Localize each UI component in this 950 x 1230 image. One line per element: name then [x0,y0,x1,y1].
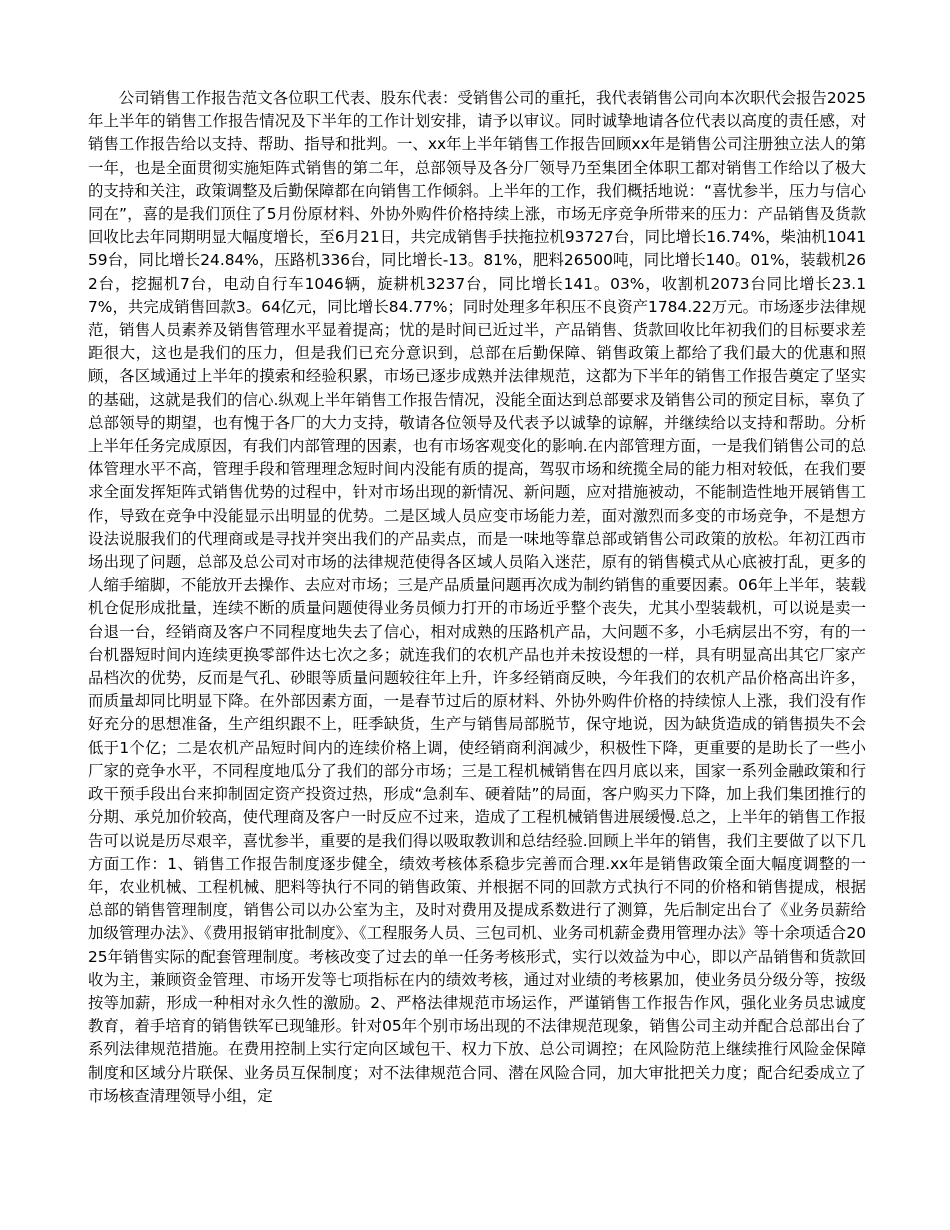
document-body-text: 公司销售工作报告范文各位职工代表、股东代表：受销售公司的重托，我代表销售公司向本次职代会报告2025年上半年的销售工作报告情况及下半年的工作计划安排，请予以审议。同时诚挚地请各位代表以高度的责任感，对销售工作报告给以支持、帮助、指导和批判。一、xx年上半年销售工作报告回顾xx年是销售公司注册独立法人的第一年，也是全面贯彻实施矩阵式销售的第二年，总部领导及各分厂领导乃至集团全体职工都对销售工作给以了极大的支持和关注，政策调整及后勤保障都在向销售工作倾斜。上半年的工作，我们概括地说：“喜忧参半，压力与信心同在”，喜的是我们顶住了5月份原材料、外协外购件价格持续上涨，市场无序竞争所带来的压力：产品销售及货款回收比去年同期明显大幅度增长，至6月21日，共完成销售手扶拖拉机93727台，同比增长16.74%，柴油机104159台，同比增长24.84%，压路机336台，同比增长-13。81%，肥料26500吨，同比增长140。01%，装载机262台，挖掘机7台，电动自行车1046辆，旋耕机3237台，同比增长141。03%，收割机2073台同比增长23.17%，共完成销售回款3。64亿元，同比增长84.77%；同时处理多年积压不良资产1784.22万元。市场逐步法律规范，销售人员素养及销售管理水平显着提高；忧的是时间已近过半，产品销售、货款回收比年初我们的目标要求差距很大，这也是我们的压力，但是我们已充分意识到，总部在后勤保障、销售政策上都给了我们最大的优惠和照顾，各区域通过上半年的摸索和经验积累，市场已逐步成熟并法律规范，这都为下半年的销售工作报告奠定了坚实的基础，这就是我们的信心.纵观上半年销售工作报告情况，没能全面达到总部要求及销售公司的预定目标，辜负了总部领导的期望，也有愧于各厂的大力支持，敬请各位领导及代表予以诚挚的谅解，并继续给以支持和帮助。分析上半年任务完成原因，有我们内部管理的因素，也有市场客观变化的影响.在内部管理方面，一是我们销售公司的总体管理水平不高，管理手段和管理理念短时间内没能有质的提高，驾驭市场和统揽全局的能力相对较低，在我们要求全面发挥矩阵式销售优势的过程中，针对市场出现的新情况、新问题，应对措施被动，不能制造性地开展销售工作，导致在竞争中没能显示出明显的优势。二是区域人员应变市场能力差，面对激烈而多变的市场竞争，不是想方设法说服我们的代理商或是寻找并突出我们的产品卖点，而是一味地等靠总部或销售公司政策的放松。年初江西市场出现了问题，总部及总公司对市场的法律规范使得各区域人员陷入迷茫，原有的销售模式从心底被打乱，更多的人缩手缩脚，不能放开去操作、去应对市场；三是产品质量问题再次成为制约销售的重要因素。06年上半年，装载机仓促形成批量，连续不断的质量问题使得业务员倾力打开的市场近乎整个丧失，尤其小型装载机，可以说是卖一台退一台，经销商及客户不同程度地失去了信心，相对成熟的压路机产品，大问题不多，小毛病层出不穷，有的一台机器短时间内连续更换零部件达七次之多；就连我们的农机产品也并未按设想的一样，具有明显高出其它厂家产品档次的优势，反而是气孔、砂眼等质量问题较往年上升，许多经销商反映，今年我们的农机产品价格高出许多，而质量却同比明显下降。在外部因素方面，一是春节过后的原材料、外协外购件价格的持续惊人上涨，我们没有作好充分的思想准备，生产组织跟不上，旺季缺货，生产与销售局部脱节，保守地说，因为缺货造成的销售损失不会低于1个亿；二是农机产品短时间内的连续价格上调，使经销商利润减少，积极性下降，更重要的是助长了一些小厂家的竞争水平，不同程度地瓜分了我们的部分市场；三是工程机械销售在四月底以来，国家一系列金融政策和行政干预手段出台来抑制固定资产投资过热，形成“急刹车、硬着陆”的局面，客户购买力下降，加上我们集团推行的分期、承兑加价较高，使代理商及客户一时反应不过来，造成了工程机械销售进展缓慢.总之，上半年的销售工作报告可以说是历尽艰辛，喜忧参半，重要的是我们得以吸取教训和总结经验.回顾上半年的销售，我们主要做了以下几方面工作：1、销售工作报告制度逐步健全，绩效考核体系稳步完善而合理.xx年是销售政策全面大幅度调整的一年，农业机械、工程机械、肥料等执行不同的销售政策、并根据不同的回款方式执行不同的价格和销售提成，根据总部的销售管理制度，销售公司以办公室为主，及时对费用及提成系数进行了测算，先后制定出台了《业务员薪给加级管理办法》、《费用报销审批制度》、《工程服务人员、三包司机、业务司机薪金费用管理办法》等十余项适合2025年销售实际的配套管理制度。考核改变了过去的单一任务考核形式，实行以效益为中心，即以产品销售和货款回收为主，兼顾资金管理、市场开发等七项指标在内的绩效考核，通过对业绩的考核累加，使业务员分级分等，按级按等加薪，形成一种相对永久性的激励。2、严格法律规范市场运作，严谨销售工作报告作风，强化业务员忠诚度教育，着手培育的销售铁军已现雏形。针对05年个别市场出现的不法律规范现象，销售公司主动并配合总部出台了系列法律规范措施。在费用控制上实行定向区域包干、权力下放、总公司调控；在风险防范上继续推行风险金保障制度和区域分片联保、业务员互保制度；对不法律规范合同、潜在风险合同，加大审批把关力度；配合纪委成立了市场核查清理领导小组，定 [88,89,866,1105]
